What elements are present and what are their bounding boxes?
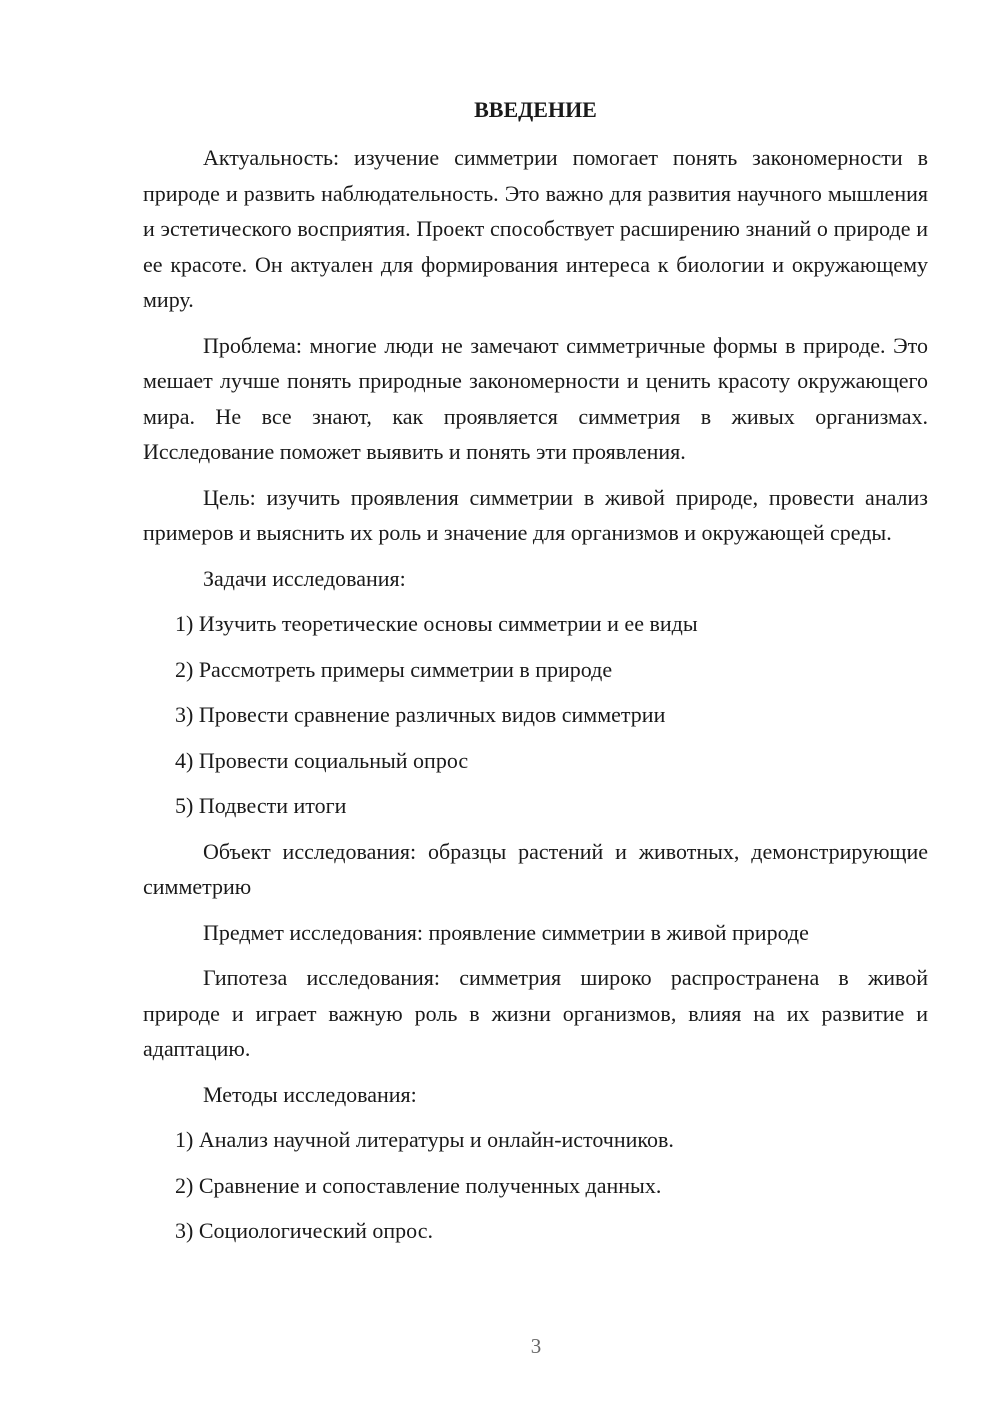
hypothesis-paragraph: Гипотеза исследования: симметрия широко распространена в живой природе и играет важную роль в жизни организмов, влияя на их развитие и адаптацию. (143, 965, 928, 1061)
methods-list (143, 1122, 928, 1249)
subject-paragraph: Предмет исследования: проявление симметрии в живой природе (203, 919, 809, 945)
list-item: 5) Подвести итоги (175, 793, 347, 818)
list-item: 2) Рассмотреть примеры симметрии в природе (175, 656, 613, 682)
list-item: 1) Анализ научной литературы и онлайн-источников. (175, 1127, 674, 1152)
object-paragraph: Объект исследования: образцы растений и животных, демонстрирующие симметрию (143, 838, 928, 899)
tasks-list (143, 606, 928, 824)
list-item: 2) Сравнение и сопоставление полученных данных. (175, 1172, 662, 1198)
list-item: 3) Социологический опрос. (175, 1218, 433, 1243)
list-item: 3) Провести сравнение различных видов симметрии (175, 702, 666, 727)
list-item: 4) Провести социальный опрос (175, 747, 469, 773)
section-title: ВВЕДЕНИЕ (474, 97, 597, 122)
document-page (143, 92, 928, 1259)
tasks-heading: Задачи исследования: (203, 565, 406, 591)
relevance-paragraph: Актуальность: изучение симметрии помогает понять закономерности в природе и развить наблюдательность. Это важно для развития научного мышления и эстетического восприятия. Проект способствует расширению знаний о природе и ее красоте. Он актуален для формирования интереса к биологии и окружающему миру. (143, 145, 928, 312)
list-item: 1) Изучить теоретические основы симметрии и ее виды (175, 611, 698, 636)
methods-heading: Методы исследования: (203, 1081, 417, 1107)
page-number: 3 (530, 1334, 542, 1358)
problem-paragraph: Проблема: многие люди не замечают симметричные формы в природе. Это мешает лучше понять природные закономерности и ценить красоту окружающего мира. Не все знают, как проявляется симметрия в живых организмах. Исследование поможет выявить и понять эти проявления. (143, 332, 928, 464)
goal-paragraph: Цель: изучить проявления симметрии в живой природе, провести анализ примеров и выяснить их роль и значение для организмов и окружающей среды. (143, 484, 928, 545)
